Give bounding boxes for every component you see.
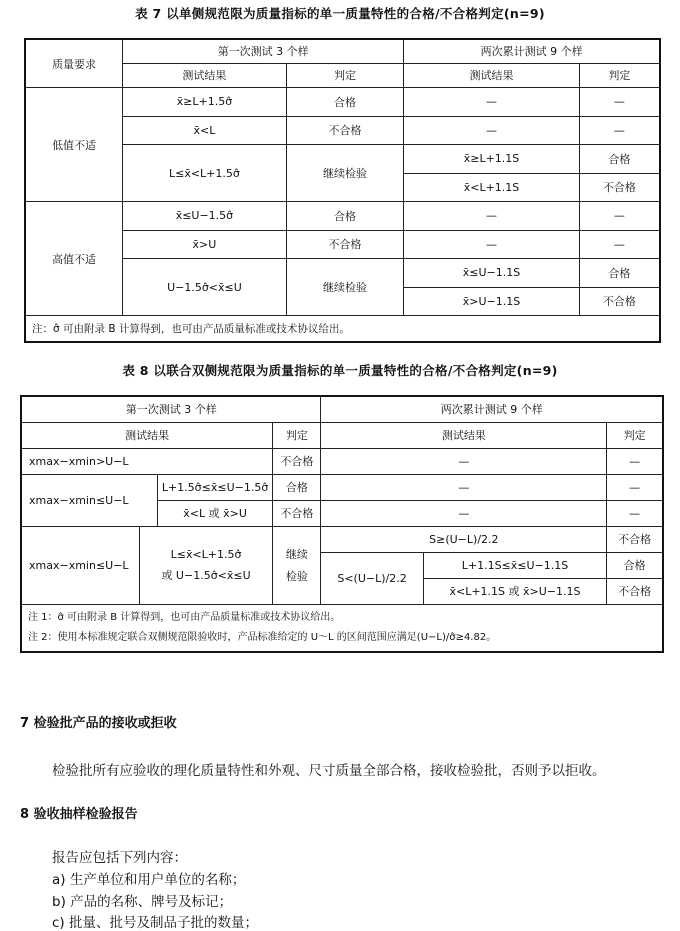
- t8-row3-judge-line1: 继续: [285, 548, 308, 561]
- section8-item-a: a) 生产单位和用户单位的名称；: [52, 872, 246, 888]
- t7-low-cum-judge: 不合格: [579, 173, 660, 202]
- t7-dash: —: [579, 202, 660, 231]
- section8-item-c: c) 批量、批号及制品子批的数量；: [52, 915, 258, 931]
- t8-row3-cum-result: x̄<L+1.1S 或 x̄>U−1.1S: [423, 578, 607, 604]
- t8-header-cum-test: 两次累计测试 9 个样: [321, 396, 663, 422]
- t7-low-cum-judge: 合格: [579, 145, 660, 174]
- t8-header-judge-cum: 判定: [607, 422, 663, 448]
- t7-low-result: L≤x̄<L+1.5σ̂: [123, 145, 287, 202]
- t8-dash: —: [607, 448, 663, 474]
- t7-low-judge: 继续检验: [286, 145, 404, 202]
- t7-low-cum-result: x̄≥L+1.1S: [404, 145, 579, 174]
- t8-row3-cum-result: L+1.1S≤x̄≤U−1.1S: [423, 552, 607, 578]
- t8-dash: —: [321, 474, 607, 500]
- t8-header-judge: 判定: [273, 422, 321, 448]
- t8-row3-sub-line2: 或 U−1.5σ̂<x̄≤U: [161, 568, 251, 582]
- t7-high-result: U−1.5σ̂<x̄≤U: [123, 259, 287, 316]
- section7-heading: 7 检验批产品的接收或拒收: [20, 716, 177, 731]
- t7-low-cum-result: x̄<L+1.1S: [404, 173, 579, 202]
- t7-dash: —: [404, 116, 579, 145]
- t8-row2-sub: x̄<L 或 x̄>U: [157, 500, 272, 526]
- t8-header-first-test: 第一次测试 3 个样: [21, 396, 321, 422]
- t8-row3-cum-s: S≥(U−L)/2.2: [321, 526, 607, 552]
- section8-heading: 8 验收抽样检验报告: [20, 807, 138, 822]
- t7-header-result: 测试结果: [123, 63, 287, 87]
- t7-high-result: x̄>U: [123, 230, 287, 259]
- t8-dash: —: [321, 448, 607, 474]
- t7-high-cum-judge: 不合格: [579, 287, 660, 316]
- t7-high-cum-judge: 合格: [579, 259, 660, 288]
- t8-row3-cum-judge: 不合格: [607, 578, 663, 604]
- t8-note1: 注 1：σ̂ 可由附录 B 计算得到，也可由产品质量标准或技术协议给出。: [28, 611, 341, 623]
- t8-row3-cond: xmax−xmin≤U−L: [21, 526, 139, 604]
- section8-item-b: b) 产品的名称、牌号及标记；: [52, 894, 233, 910]
- table8-caption: 表 8 以联合双侧规范限为质量指标的单一质量特性的合格/不合格判定(n=9): [122, 363, 558, 378]
- t7-note: 注：σ̂ 可由附录 B 计算得到，也可由产品质量标准或技术协议给出。: [25, 316, 660, 342]
- t7-high-judge: 不合格: [286, 230, 404, 259]
- t8-row1-cond: xmax−xmin>U−L: [21, 448, 273, 474]
- t8-row2-sub: L+1.5σ̂≤x̄≤U−1.5σ̂: [157, 474, 272, 500]
- t8-row3-cum-cond: S<(U−L)/2.2: [321, 552, 423, 604]
- t8-row3-cum-judge: 不合格: [607, 526, 663, 552]
- t7-header-cum-test: 两次累计测试 9 个样: [404, 39, 660, 63]
- t7-high-result: x̄≤U−1.5σ̂: [123, 202, 287, 231]
- t8-row2-judge: 不合格: [273, 500, 321, 526]
- t7-high-judge: 继续检验: [286, 259, 404, 316]
- t8-dash: —: [321, 500, 607, 526]
- t8-row3-judge: [273, 526, 321, 604]
- t7-header-first-test: 第一次测试 3 个样: [123, 39, 404, 63]
- t7-header-judge: 判定: [286, 63, 404, 87]
- t8-header-result: 测试结果: [21, 422, 273, 448]
- table7-caption: 表 7 以单侧规范限为质量指标的单一质量特性的合格/不合格判定(n=9): [135, 6, 545, 21]
- t8-dash: —: [607, 474, 663, 500]
- t8-row1-judge: 不合格: [273, 448, 321, 474]
- t8-row3-cum-judge: 合格: [607, 552, 663, 578]
- t7-high-cum-result: x̄≤U−1.1S: [404, 259, 579, 288]
- t7-dash: —: [404, 88, 579, 117]
- t7-low-result: x̄<L: [123, 116, 287, 145]
- t7-header-judge-cum: 判定: [579, 63, 660, 87]
- t8-row3-judge-line2: 检验: [285, 570, 308, 583]
- table8: [20, 395, 664, 653]
- t7-header-result-cum: 测试结果: [404, 63, 579, 87]
- section7-paragraph: 检验批所有应验收的理化质量特性和外观、尺寸质量全部合格，接收检验批，否则予以拒收。: [52, 763, 606, 779]
- t7-low-judge: 不合格: [286, 116, 404, 145]
- t7-high-cum-result: x̄>U−1.1S: [404, 287, 579, 316]
- t7-dash: —: [579, 88, 660, 117]
- t7-low-judge: 合格: [286, 88, 404, 117]
- t7-dash: —: [404, 230, 579, 259]
- t7-dash: —: [404, 202, 579, 231]
- t7-high-judge: 合格: [286, 202, 404, 231]
- t8-row3-sub-line1: L≤x̄<L+1.5σ̂: [170, 547, 242, 561]
- t8-header-result-cum: 测试结果: [321, 422, 607, 448]
- t8-row2-cond: xmax−xmin≤U−L: [21, 474, 157, 526]
- t7-dash: —: [579, 116, 660, 145]
- t7-header-quality-req: 质量要求: [25, 39, 123, 88]
- t7-dash: —: [579, 230, 660, 259]
- section8-intro: 报告应包括下列内容：: [52, 850, 187, 866]
- t8-dash: —: [607, 500, 663, 526]
- t7-high-label: 高值不适: [25, 202, 123, 316]
- t8-note2: 注 2：使用本标准规定联合双侧规范限验收时，产品标准给定的 U～L 的区间范围应满足(U−L)/σ̂≥4.82。: [28, 631, 497, 643]
- t8-notes: [21, 604, 663, 652]
- t7-low-result: x̄≥L+1.5σ̂: [123, 88, 287, 117]
- t8-row2-judge: 合格: [273, 474, 321, 500]
- t8-row3-sub: [139, 526, 272, 604]
- t7-low-label: 低值不适: [25, 88, 123, 202]
- table7: [24, 38, 661, 343]
